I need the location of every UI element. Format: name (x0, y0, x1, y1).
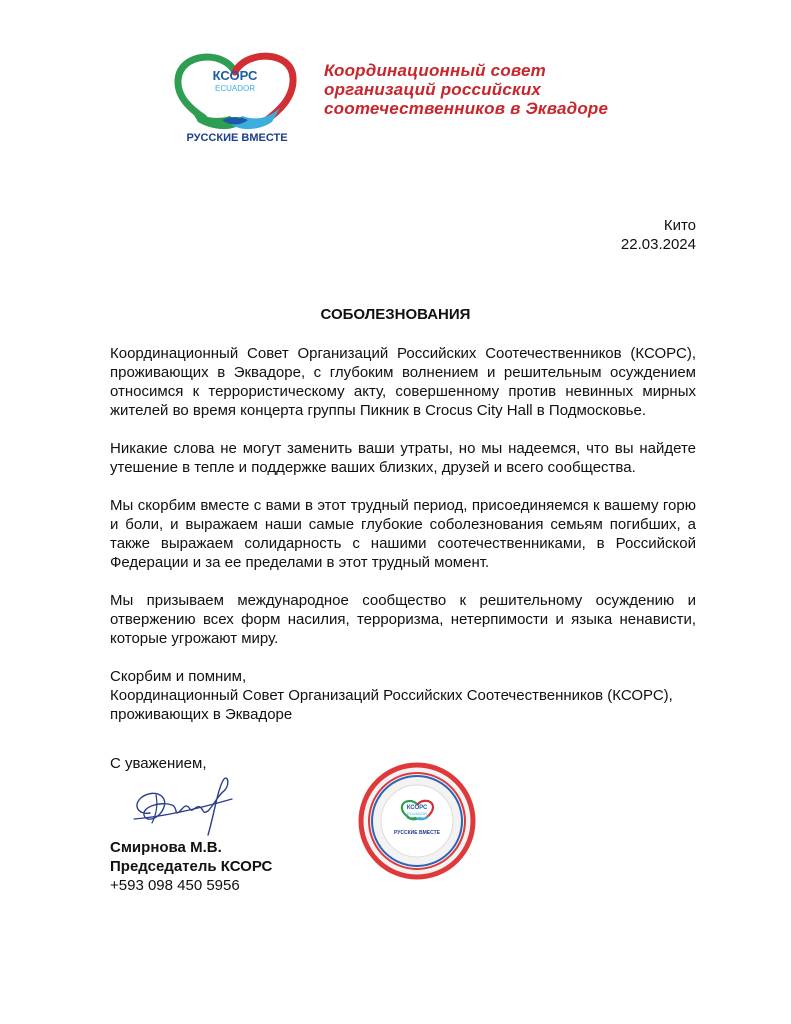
handwritten-signature (120, 765, 240, 845)
signer-name: Смирнова М.В. (110, 839, 222, 856)
logo-country: ECUADOR (214, 84, 256, 93)
organization-seal (358, 762, 476, 880)
signer-info (110, 838, 272, 895)
organization-title-line: Координационный совет (324, 61, 546, 80)
ksors-logo (160, 46, 310, 146)
organization-title-line: соотечественников в Эквадоре (324, 99, 609, 118)
sign-off-line: Скорбим и помним, (110, 668, 247, 685)
letter-body (110, 344, 696, 724)
paragraph: Координационный Совет Организаций Российских Соотечественников (КСОРС), проживающих в Эквадоре, с глубоким волнением и решительным осуждением относимся к террористическому акту, совершенному против невинных мирных жителей во время концерта группы Пикник в Crocus City Hall в Подмосковье. (110, 345, 696, 419)
place-and-date (621, 216, 696, 254)
date: 22.03.2024 (620, 236, 696, 253)
seal-acronym: КСОРС (406, 805, 428, 811)
sign-off (110, 667, 696, 724)
sign-off-line: проживающих в Эквадоре (110, 706, 293, 723)
organization-title-line: организаций российских (324, 80, 542, 99)
logo-acronym: КСОРС (212, 68, 258, 83)
logo-tagline: РУССКИЕ ВМЕСТЕ (186, 132, 288, 144)
paragraph: Мы призываем международное сообщество к решительному осуждению и отвержению всех форм насилия, терроризма, нетерпимости и языка ненависти, которые угрожают миру. (110, 592, 696, 647)
seal-country: ECUADOR (406, 811, 428, 816)
city: Кито (663, 217, 696, 234)
regards: С уважением, (110, 755, 207, 772)
paragraph: Никакие слова не могут заменить ваши утраты, но мы надеемся, что вы найдете утешение в тепле и поддержке ваших близких, друзей и всего сообщества. (110, 440, 696, 476)
organization-title (324, 61, 608, 118)
sign-off-line: Координационный Совет Организаций Российских Соотечественников (КСОРС), (110, 687, 673, 704)
signer-phone: +593 098 450 5956 (110, 877, 240, 894)
paragraph: Мы скорбим вместе с вами в этот трудный период, присоединяемся к вашему горю и боли, и выражаем наши самые глубокие соболезнования семьям погибших, а также выражаем солидарность с нашими соотечественниками, в Российской Федерации и за ее пределами в этот трудный момент. (110, 497, 696, 571)
signer-position: Председатель КСОРС (110, 858, 273, 875)
document-title: СОБОЛЕЗНОВАНИЯ (320, 306, 471, 323)
seal-tagline: РУССКИЕ ВМЕСТЕ (394, 830, 440, 836)
